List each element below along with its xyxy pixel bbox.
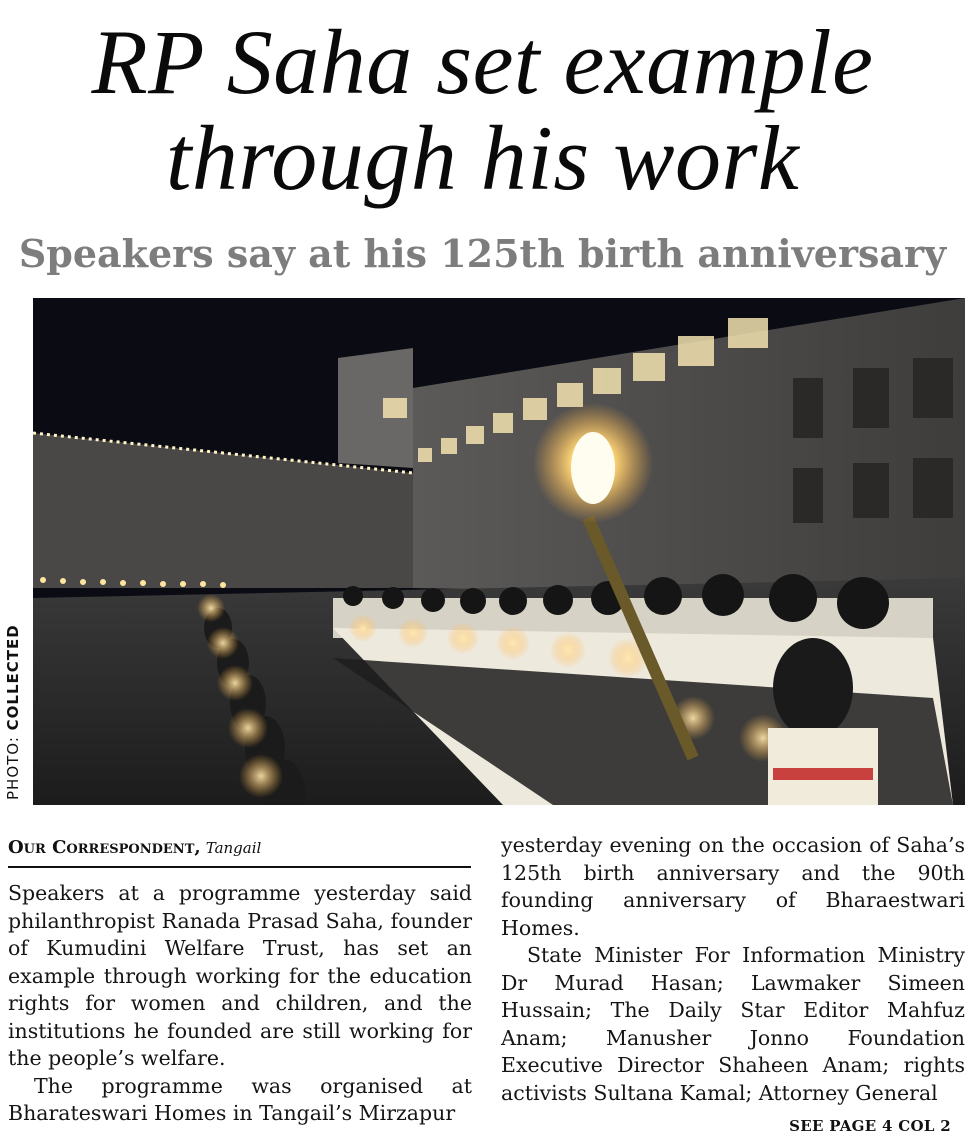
subheadline: Speakers say at his 125th birth anniversary bbox=[18, 231, 947, 276]
byline-location: Tangail bbox=[205, 839, 262, 857]
photo-credit-source: COLLECTED bbox=[4, 624, 22, 731]
headline-line-1: RP Saha set example bbox=[91, 11, 874, 113]
byline bbox=[8, 836, 471, 868]
article-paragraph: Speakers at a programme yesterday said philanthropist Ranada Prasad Saha, founder of Kumudini Welfare Trust, has set an example through working for the education rights for women and children, and the institutions he founded are still working for the people’s welfare. bbox=[8, 881, 472, 1070]
article-paragraph: The programme was organised at Bharateswari Homes in Tangail’s Mirzapur bbox=[8, 1073, 472, 1125]
headline bbox=[0, 11, 965, 209]
news-photo bbox=[33, 298, 965, 805]
headline-line-2: through his work bbox=[165, 107, 800, 209]
article-paragraph: yesterday evening on the occasion of Saha’s 125th birth anniversary and the 90th founding anniversary of Bharaestwari Homes. bbox=[501, 833, 965, 940]
continuation-jump-line: SEE PAGE 4 COL 2 bbox=[789, 1117, 951, 1135]
photo-credit-prefix: PHOTO: bbox=[4, 730, 22, 800]
candle-ceremony-illustration bbox=[33, 298, 965, 805]
byline-author: Our Correspondent, bbox=[8, 837, 201, 858]
article-column-right bbox=[501, 832, 965, 1107]
article-paragraph: State Minister For Information Ministry Dr Murad Hasan; Lawmaker Simeen Hussain; The Daily Star Editor Mahfuz Anam; Manusher Jonno Foundation Executive Director Shaheen Anam; rights activists Sultana Kamal; Attorney General bbox=[501, 943, 965, 1105]
article-column-left bbox=[8, 880, 472, 1128]
photo-credit bbox=[4, 624, 22, 800]
